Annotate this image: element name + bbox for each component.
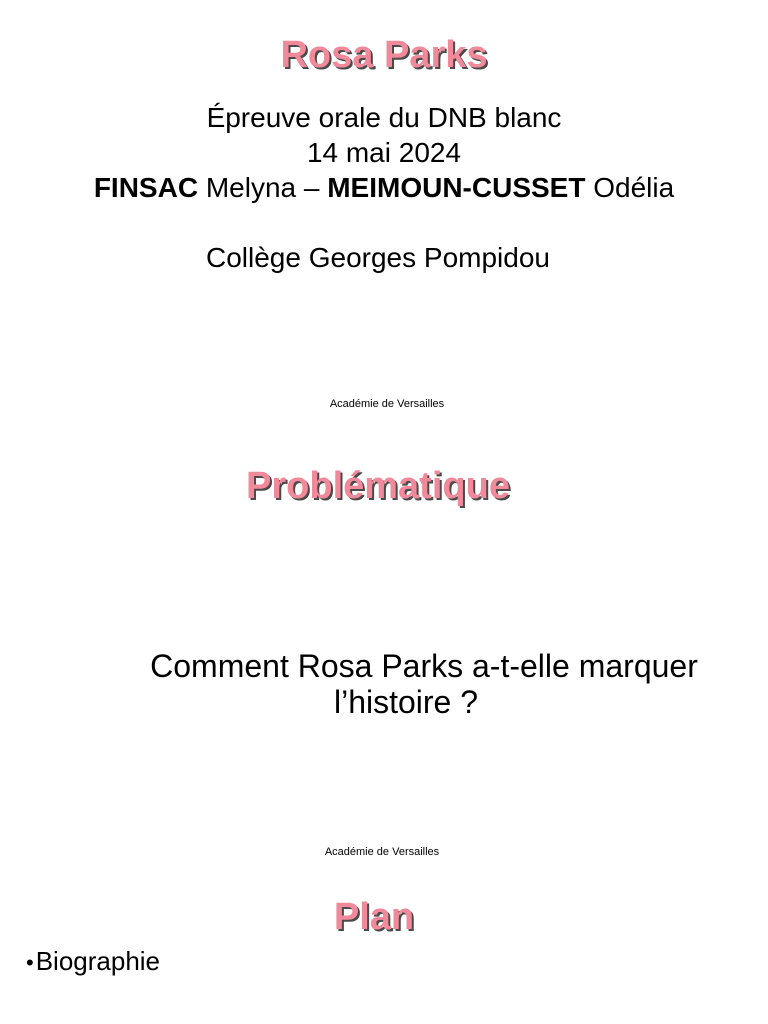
- authors-line: [0, 170, 768, 205]
- list-item-label: Biographie: [35, 946, 161, 976]
- slide-title: Plan: [333, 896, 415, 938]
- author2-last-name: MEIMOUN-CUSSET: [327, 172, 586, 203]
- slide-footer: Académie de Versailles: [324, 846, 440, 858]
- subtitle-block: [0, 100, 768, 205]
- slide-title: Rosa Parks: [280, 34, 488, 76]
- author-separator: –: [303, 172, 320, 203]
- problem-question: [40, 648, 768, 720]
- author1-last-name: FINSAC: [93, 172, 199, 203]
- slide-footer: Académie de Versailles: [329, 398, 445, 410]
- plan-list: [26, 946, 160, 977]
- school-name: Collège Georges Pompidou: [206, 242, 550, 273]
- question-line-2: l’histoire ?: [333, 684, 479, 720]
- question-line-1: Comment Rosa Parks a-t-elle marquer: [150, 648, 698, 684]
- exam-date: 14 mai 2024: [306, 137, 462, 168]
- author2-first-name: Odélia: [593, 172, 675, 203]
- bullet-icon: •: [26, 950, 34, 975]
- author1-first-name: Melyna: [205, 172, 297, 203]
- slide-title: Problématique: [246, 465, 510, 507]
- exam-label: Épreuve orale du DNB blanc: [206, 102, 562, 133]
- list-item: [26, 946, 160, 977]
